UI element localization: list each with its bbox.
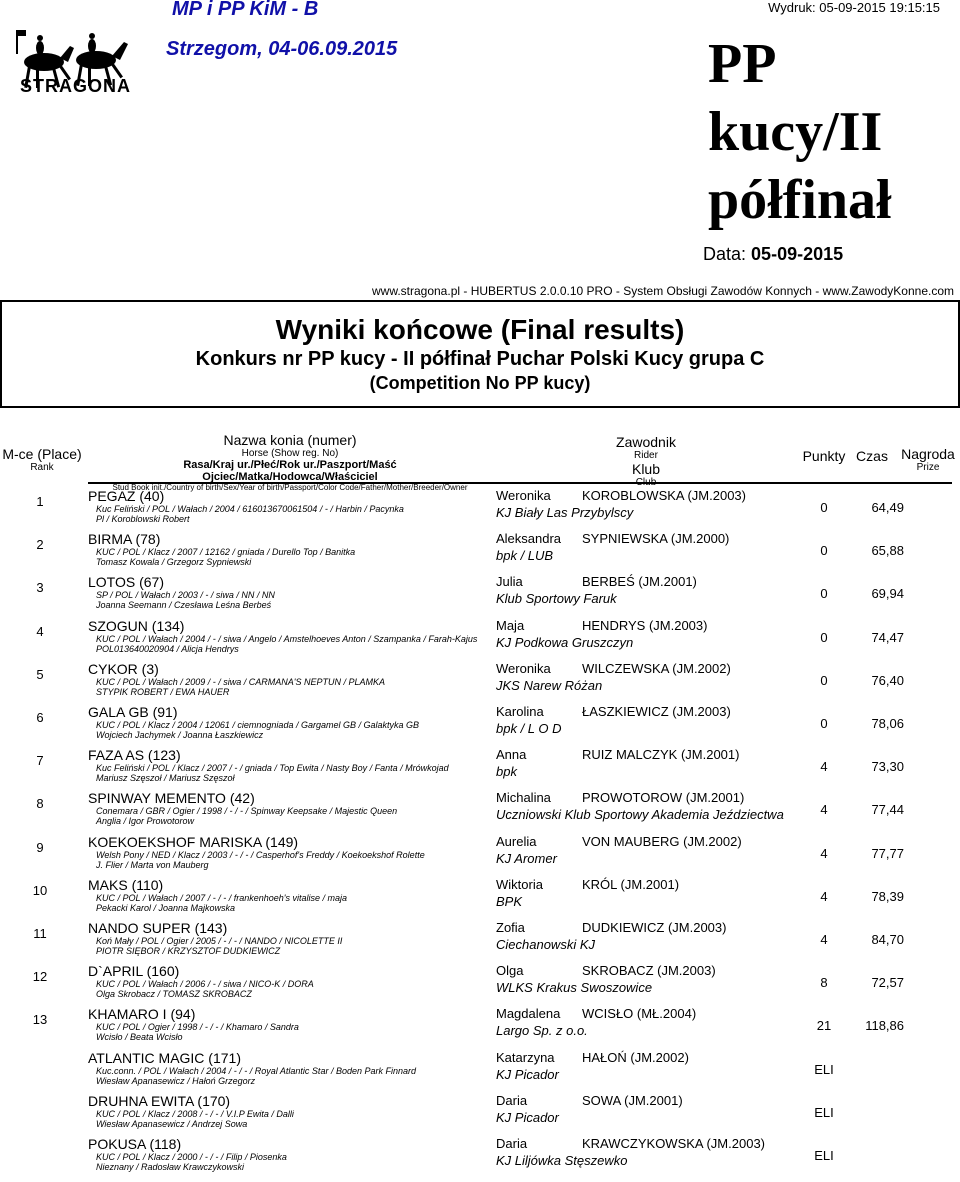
horse-pedigree: KUC / POL / Klacz / 2008 / - / - / V.I.P Ewita / Dalli [96, 1108, 294, 1119]
horse-pedigree: Conemara / GBR / Ogier / 1998 / - / - / Spinway Keepsake / Majestic Queen [96, 806, 398, 817]
header-rider: Zawodnik Rider Klub Club [616, 434, 676, 488]
round-time: 69,94 [871, 586, 904, 602]
rider-last-name: PROWOTOROW (JM.2001) [582, 790, 745, 806]
penalty-points: ELI [814, 1148, 834, 1163]
round-time: 118,86 [865, 1018, 904, 1034]
rider-first-name: Magdalena [496, 1006, 561, 1022]
horse-breeder-owner: Wiesław Apanasewicz / Hałoń Grzegorz [96, 1075, 256, 1086]
horse-breeder-owner: Olga Skrobacz / TOMASZ SKROBACZ [96, 989, 252, 1000]
rank: 1 [36, 494, 44, 509]
horse-details [96, 763, 449, 783]
horse-pedigree: Welsh Pony / NED / Klacz / 2003 / - / - / Casperhof's Freddy / Koekoekshof Rolette [96, 849, 425, 860]
rank: 6 [36, 710, 44, 725]
horse-breeder-owner: J. Flier / Marta von Mauberg [96, 859, 209, 870]
horse-pedigree: Koń Mały / POL / Ogier / 2005 / - / - / NANDO / NICOLETTE II [96, 936, 343, 946]
round-time: 76,40 [871, 672, 904, 688]
rider-last-name: VON MAUBERG (JM.2002) [582, 833, 742, 849]
rider-first-name: Daria [496, 1136, 528, 1151]
horse-name: DRUHNA EWITA (170) [88, 1092, 231, 1109]
horse-name: MAKS (110) [88, 876, 164, 893]
penalty-points: 4 [820, 888, 828, 904]
horse-details [96, 504, 404, 524]
header-time: Czas [856, 448, 888, 464]
horse-name: NANDO SUPER (143) [88, 920, 228, 936]
results-banner [0, 300, 960, 408]
rider-last-name: BERBEŚ (JM.2001) [582, 574, 697, 590]
rider-first-name: Daria [496, 1092, 528, 1108]
rank: 10 [32, 882, 48, 898]
rider-last-name: WILCZEWSKA (JM.2002) [582, 660, 731, 676]
horse-breeder-owner: POL013640020904 / Alicja Hendrys [96, 643, 239, 654]
rider-club: Uczniowski Klub Sportowy Akademia Jeździectwa [496, 807, 784, 823]
rider-first-name: Zofia [496, 920, 525, 935]
header-prize: Nagroda Prize [901, 446, 955, 473]
rider-club: bpk / L O D [496, 721, 562, 736]
big-title-line-2: kucy/II [708, 101, 883, 163]
horse-name: GALA GB (91) [88, 704, 178, 720]
result-row [0, 1008, 960, 1052]
penalty-points: 8 [820, 975, 828, 991]
horse-pedigree: Kuc Feliński / POL / Klacz / 2007 / - / gniada / Top Ewita / Nasty Boy / Fanta / Mrówkojad [96, 763, 449, 774]
horse-details [96, 677, 385, 697]
penalty-points: 4 [820, 802, 828, 818]
rider-club: BPK [496, 893, 523, 909]
horse-name: ATLANTIC MAGIC (171) [88, 1049, 241, 1066]
horse-details [96, 979, 314, 999]
penalty-points: ELI [814, 1104, 834, 1120]
result-row [0, 792, 960, 836]
rider-club: JKS Narew Różan [496, 677, 603, 693]
horse-breeder-owner: Nieznany / Radosław Krawczykowski [96, 1162, 245, 1172]
result-row [0, 576, 960, 620]
header-divider [88, 482, 952, 484]
rider-last-name: RUIZ MALCZYK (JM.2001) [582, 747, 740, 763]
rider-last-name: KRAWCZYKOWSKA (JM.2003) [582, 1136, 765, 1151]
rider-last-name: HAŁOŃ (JM.2002) [582, 1049, 689, 1065]
horse-details [96, 1066, 416, 1086]
horse-details [96, 547, 355, 567]
horse-name: SPINWAY MEMENTO (42) [88, 790, 255, 807]
horse-pedigree: KUC / POL / Wałach / 2004 / - / siwa / Angelo / Amstelhoeves Anton / Szampanka / Farah-Kajus [96, 633, 478, 644]
rider-club: KJ Picador [496, 1066, 559, 1082]
rider-last-name: KOROBLOWSKA (JM.2003) [582, 488, 746, 503]
penalty-points: 0 [820, 500, 828, 515]
result-row [0, 533, 960, 577]
horse-pedigree: Kuc Feliński / POL / Wałach / 2004 / 616013670061504 / - / Harbin / Pacynka [96, 504, 404, 514]
penalty-points: 0 [820, 716, 828, 731]
rider-club: KJ Liljówka Stęszewko [496, 1153, 628, 1168]
horse-name: PEGAZ (40) [88, 488, 165, 504]
rider-first-name: Maja [496, 617, 525, 633]
header-place: M-ce (Place) Rank [2, 446, 82, 473]
penalty-points: 0 [820, 672, 828, 688]
big-title-line-3: półfinał [708, 169, 892, 231]
round-time: 77,44 [871, 802, 904, 818]
horse-name: SZOGUN (134) [88, 617, 185, 634]
rider-club: WLKS Krakus Swoszowice [496, 980, 653, 996]
horse-breeder-owner: Pekacki Karol / Joanna Majkowska [96, 902, 236, 913]
horse-name: FAZA AS (123) [88, 747, 181, 764]
horse-details [96, 634, 477, 654]
horse-breeder-owner: Joanna Seemann / Czesława Leśna Berbeś [96, 600, 272, 611]
rank: 2 [36, 537, 44, 553]
penalty-points: 21 [816, 1018, 832, 1034]
competition-subtitle: Konkurs nr PP kucy - II półfinał Puchar Polski Kucy grupa C [195, 348, 765, 370]
result-row [0, 876, 960, 923]
rider-first-name: Michalina [496, 790, 551, 806]
horse-details [96, 806, 397, 826]
rank: 9 [36, 839, 44, 855]
result-row [0, 660, 960, 707]
date-value: 05-09-2015 [751, 244, 844, 264]
rider-club: bpk [496, 764, 517, 780]
rank: 5 [36, 666, 44, 682]
rider-last-name: SYPNIEWSKA (JM.2000) [582, 531, 730, 547]
rider-first-name: Aleksandra [496, 531, 562, 547]
round-time: 84,70 [871, 932, 904, 947]
horse-breeder-owner: Wiesław Apanasewicz / Andrzej Sowa [96, 1118, 248, 1129]
rider-first-name: Karolina [496, 704, 544, 719]
rider-first-name: Julia [496, 574, 523, 590]
horse-breeder-owner: Anglia / Igor Prowotorow [96, 816, 195, 827]
horse-pedigree: KUC / POL / Klacz / 2007 / 12162 / gniada / Durello Top / Banitka [96, 547, 356, 558]
competition-number: (Competition No PP kucy) [369, 373, 591, 393]
rider-last-name: WCISŁO (MŁ.2004) [582, 1006, 697, 1022]
print-timestamp: Wydruk: 05-09-2015 19:15:15 [768, 0, 940, 15]
horse-details [96, 893, 347, 913]
rider-first-name: Aurelia [496, 833, 537, 849]
rank: 7 [36, 753, 44, 769]
rider-last-name: SKROBACZ (JM.2003) [582, 963, 716, 979]
horse-breeder-owner: Tomasz Kowala / Grzegorz Sypniewski [96, 557, 252, 568]
round-time: 74,47 [871, 629, 904, 645]
rider-last-name: DUDKIEWICZ (JM.2003) [582, 920, 727, 935]
horse-pedigree: Kuc.conn. / POL / Wałach / 2004 / - / - / Royal Atlantic Star / Boden Park Finnard [96, 1065, 416, 1076]
rank: 11 [33, 926, 47, 941]
result-row [0, 1138, 960, 1182]
penalty-points: ELI [814, 1061, 834, 1077]
round-time: 65,88 [871, 543, 904, 559]
competition-date [703, 244, 843, 265]
rider-first-name: Olga [496, 963, 524, 979]
rider-club: KJ Biały Las Przybylscy [496, 505, 634, 520]
round-time: 73,30 [871, 759, 904, 775]
competition-big-title [708, 30, 892, 234]
rank: 13 [32, 1012, 48, 1028]
result-row [0, 617, 960, 664]
horse-details [96, 720, 419, 740]
rider-first-name: Wiktoria [496, 876, 543, 892]
result-row [0, 749, 960, 793]
round-time: 78,06 [871, 716, 904, 731]
rider-first-name: Katarzyna [496, 1049, 555, 1065]
software-credit: www.stragona.pl - HUBERTUS 2.0.0.10 PRO - System Obsługi Zawodów Konnych - www.ZawodyKonne.com [371, 284, 954, 298]
horse-pedigree: KUC / POL / Wałach / 2009 / - / siwa / CARMANA'S NEPTUN / PLAMKA [96, 676, 385, 687]
rider-first-name: Weronika [496, 488, 551, 503]
horse-details [96, 1022, 299, 1042]
event-location-date: Strzegom, 04-06.09.2015 [166, 38, 398, 60]
result-row [0, 1092, 960, 1139]
rider-club: KJ Picador [496, 1109, 559, 1125]
horse-name: KOEKOEKSHOF MARISKA (149) [88, 833, 299, 850]
penalty-points: 0 [820, 629, 828, 645]
rider-last-name: ŁASZKIEWICZ (JM.2003) [582, 704, 731, 719]
result-row [0, 965, 960, 1009]
penalty-points: 4 [820, 845, 828, 861]
horse-name: CYKOR (3) [88, 660, 159, 677]
horse-details [96, 850, 425, 870]
rank: 8 [36, 796, 44, 812]
penalty-points: 4 [820, 759, 828, 775]
horse-breeder-owner: Mariusz Szęszoł / Mariusz Szęszoł [96, 773, 235, 784]
penalty-points: 0 [820, 543, 828, 559]
horse-breeder-owner: Wcisło / Beata Wcisło [96, 1032, 183, 1043]
horse-details [96, 590, 275, 610]
rider-club: Ciechanowski KJ [496, 937, 595, 952]
horse-pedigree: KUC / POL / Klacz / 2004 / 12061 / ciemnogniada / Gargamel GB / Galaktyka GB [96, 720, 419, 730]
horse-pedigree: KUC / POL / Wałach / 2007 / - / - / frankenhoeh's vitalise / maja [96, 892, 347, 903]
event-title: MP i PP KiM - B [172, 0, 319, 20]
result-row [0, 922, 960, 966]
result-row [0, 833, 960, 880]
horse-breeder-owner: Wojciech Jachymek / Joanna Łaszkiewicz [96, 730, 264, 740]
results-title: Wyniki końcowe (Final results) [275, 314, 685, 345]
horse-details [96, 936, 342, 956]
horse-name: BIRMA (78) [88, 531, 161, 548]
header-horse: Nazwa konia (numer) Horse (Show reg. No) Rasa/Kraj ur./Płeć/Rok ur./Paszport/Maść Ojciec/Matka/Hodowca/Właściciel Stud Book init./Country of birth/Sex/Year of birth/Passport/Color Code/Father/Mother/Breeder/Owner [112, 432, 468, 492]
horse-pedigree: KUC / POL / Klacz / 2000 / - / - / Filip / Piosenka [96, 1152, 287, 1162]
rider-club: KJ Podkowa Gruszczyn [496, 634, 634, 650]
horse-breeder-owner: PIOTR SIĘBOR / KRZYSZTOF DUDKIEWICZ [96, 946, 281, 956]
big-title-line-1: PP [708, 33, 777, 95]
horse-name: LOTOS (67) [88, 574, 164, 591]
round-time: 78,39 [871, 888, 904, 904]
rank: 4 [36, 623, 44, 639]
horse-name: POKUSA (118) [88, 1136, 182, 1152]
horse-name: KHAMARO I (94) [88, 1006, 196, 1023]
horse-details [96, 1152, 287, 1172]
result-row [0, 490, 960, 534]
logo-text: STRAGONA [20, 76, 131, 96]
rider-last-name: HENDRYS (JM.2003) [582, 617, 708, 633]
rider-club: bpk / LUB [496, 548, 554, 564]
rider-first-name: Weronika [496, 660, 551, 676]
rider-club: KJ Aromer [496, 850, 557, 866]
result-row [0, 1049, 960, 1096]
horse-details [96, 1109, 294, 1129]
rider-last-name: KRÓL (JM.2001) [582, 876, 680, 892]
header-points: Punkty [802, 448, 846, 464]
horse-breeder-owner: STYPIK ROBERT / EWA HAUER [96, 686, 230, 697]
date-label: Data: [703, 244, 747, 264]
rider-first-name: Anna [496, 747, 527, 763]
rider-last-name: SOWA (JM.2001) [582, 1092, 683, 1108]
penalty-points: 4 [820, 932, 828, 947]
horse-pedigree: KUC / POL / Wałach / 2006 / - / siwa / NICO-K / DORA [96, 979, 314, 990]
rank: 12 [32, 969, 48, 985]
result-row [0, 706, 960, 750]
penalty-points: 0 [820, 586, 828, 602]
horse-pedigree: KUC / POL / Ogier / 1998 / - / - / Khamaro / Sandra [96, 1022, 299, 1033]
rider-club: Largo Sp. z o.o. [496, 1023, 588, 1039]
horse-pedigree: SP / POL / Wałach / 2003 / - / siwa / NN / NN [96, 590, 275, 601]
round-time: 64,49 [871, 500, 904, 515]
horse-name: D`APRIL (160) [88, 963, 180, 980]
horse-breeder-owner: Pl / Koroblowski Robert [96, 514, 190, 524]
rider-club: Klub Sportowy Faruk [496, 591, 617, 607]
round-time: 72,57 [871, 975, 904, 991]
round-time: 77,77 [871, 845, 904, 861]
rank: 3 [36, 580, 44, 596]
